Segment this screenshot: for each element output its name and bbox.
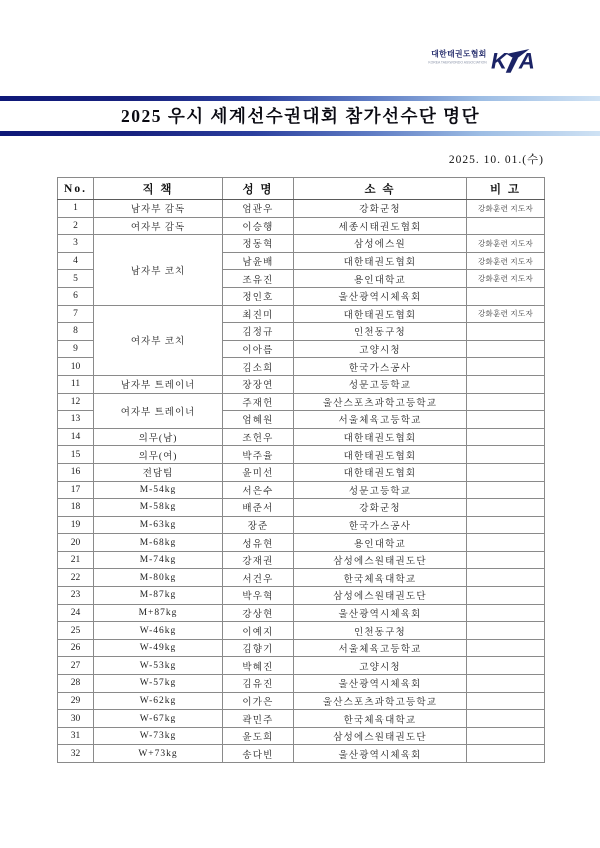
header-row — [58, 178, 545, 200]
table-row — [58, 710, 545, 728]
cell-note — [467, 710, 545, 728]
cell-name: 송다빈 — [223, 745, 294, 763]
cell-no: 22 — [58, 569, 94, 587]
cell-role: 여자부 트레이너 — [94, 393, 223, 428]
cell-org: 울산광역시체육회 — [294, 287, 467, 305]
roster-table-header — [58, 178, 545, 200]
table-row — [58, 305, 545, 323]
cell-org: 인천동구청 — [294, 622, 467, 640]
cell-role: M-87kg — [94, 587, 223, 605]
cell-name: 강상현 — [223, 604, 294, 622]
cell-name: 엄관우 — [223, 200, 294, 218]
cell-no: 26 — [58, 639, 94, 657]
cell-org: 울산광역시체육회 — [294, 675, 467, 693]
cell-org: 삼성에스원 — [294, 235, 467, 253]
cell-name: 윤도희 — [223, 727, 294, 745]
cell-role: W-49kg — [94, 639, 223, 657]
title-top-rule — [0, 96, 600, 101]
table-row — [58, 428, 545, 446]
cell-note — [467, 551, 545, 569]
table-row — [58, 692, 545, 710]
cell-org: 대한태권도협회 — [294, 252, 467, 270]
cell-org: 대한태권도협회 — [294, 305, 467, 323]
cell-name: 주재헌 — [223, 393, 294, 411]
cell-name: 장준 — [223, 516, 294, 534]
cell-org: 대한태권도협회 — [294, 428, 467, 446]
cell-name: 박주율 — [223, 446, 294, 464]
header-org: 소 속 — [294, 178, 467, 200]
cell-org: 용인대학교 — [294, 270, 467, 288]
cell-name: 윤미선 — [223, 463, 294, 481]
cell-no: 29 — [58, 692, 94, 710]
document-date: 2025. 10. 01.(수) — [448, 154, 544, 166]
cell-note — [467, 604, 545, 622]
table-row — [58, 675, 545, 693]
cell-role: W-46kg — [94, 622, 223, 640]
cell-org: 강화군청 — [294, 499, 467, 517]
table-row — [58, 569, 545, 587]
cell-note — [467, 587, 545, 605]
cell-name: 남윤배 — [223, 252, 294, 270]
cell-name: 장장연 — [223, 375, 294, 393]
cell-role: 남자부 코치 — [94, 235, 223, 305]
cell-org: 인천동구청 — [294, 323, 467, 341]
cell-name: 김향기 — [223, 639, 294, 657]
cell-no: 20 — [58, 534, 94, 552]
table-row — [58, 200, 545, 218]
cell-note — [467, 340, 545, 358]
cell-role: M-54kg — [94, 481, 223, 499]
cell-name: 박우혁 — [223, 587, 294, 605]
cell-org: 성문고등학교 — [294, 375, 467, 393]
cell-org: 대한태권도협회 — [294, 446, 467, 464]
kta-logo-text — [315, 50, 487, 71]
cell-org: 울산광역시체육회 — [294, 745, 467, 763]
cell-org: 고양시청 — [294, 340, 467, 358]
cell-note — [467, 745, 545, 763]
cell-org: 서울체육고등학교 — [294, 639, 467, 657]
cell-no: 14 — [58, 428, 94, 446]
table-row — [58, 622, 545, 640]
cell-role: W-73kg — [94, 727, 223, 745]
cell-name: 이승행 — [223, 217, 294, 235]
cell-no: 9 — [58, 340, 94, 358]
cell-role: M-74kg — [94, 551, 223, 569]
cell-note — [467, 534, 545, 552]
cell-note — [467, 622, 545, 640]
cell-org: 삼성에스원태권도단 — [294, 727, 467, 745]
cell-org: 강화군청 — [294, 200, 467, 218]
cell-note — [467, 481, 545, 499]
cell-note — [467, 358, 545, 376]
table-row — [58, 499, 545, 517]
cell-no: 1 — [58, 200, 94, 218]
cell-note: 강화훈련 지도자 — [467, 200, 545, 218]
cell-name: 서은수 — [223, 481, 294, 499]
cell-org: 서울체육고등학교 — [294, 411, 467, 429]
cell-no: 10 — [58, 358, 94, 376]
cell-no: 17 — [58, 481, 94, 499]
cell-org: 한국체육대학교 — [294, 710, 467, 728]
table-row — [58, 534, 545, 552]
cell-name: 곽민주 — [223, 710, 294, 728]
cell-name: 성유현 — [223, 534, 294, 552]
cell-role: W-67kg — [94, 710, 223, 728]
table-row — [58, 446, 545, 464]
cell-role: M-58kg — [94, 499, 223, 517]
cell-role: M-68kg — [94, 534, 223, 552]
cell-no: 11 — [58, 375, 94, 393]
cell-org: 고양시청 — [294, 657, 467, 675]
table-row — [58, 481, 545, 499]
cell-note — [467, 463, 545, 481]
svg-text:A: A — [518, 48, 535, 73]
cell-no: 21 — [58, 551, 94, 569]
cell-note — [467, 446, 545, 464]
cell-note — [467, 411, 545, 429]
table-row — [58, 745, 545, 763]
cell-name: 김소희 — [223, 358, 294, 376]
table-row — [58, 217, 545, 235]
cell-note — [467, 375, 545, 393]
cell-no: 19 — [58, 516, 94, 534]
svg-text:K: K — [491, 48, 507, 73]
roster-table-body — [58, 200, 545, 763]
cell-name: 정동혁 — [223, 235, 294, 253]
cell-role: W-62kg — [94, 692, 223, 710]
cell-role: M-63kg — [94, 516, 223, 534]
cell-org: 성문고등학교 — [294, 481, 467, 499]
table-row — [58, 604, 545, 622]
cell-org: 한국체육대학교 — [294, 569, 467, 587]
header-name: 성 명 — [223, 178, 294, 200]
cell-name: 이아름 — [223, 340, 294, 358]
cell-note — [467, 569, 545, 587]
kta-org-name-korean: 대한태권도협회 — [431, 50, 487, 59]
table-row — [58, 516, 545, 534]
header-note: 비 고 — [467, 178, 545, 200]
cell-name: 엄혜원 — [223, 411, 294, 429]
cell-no: 32 — [58, 745, 94, 763]
cell-role: 여자부 감독 — [94, 217, 223, 235]
cell-note — [467, 393, 545, 411]
cell-no: 28 — [58, 675, 94, 693]
table-row — [58, 235, 545, 253]
cell-name: 김정규 — [223, 323, 294, 341]
page-title: 2025 우시 세계선수권대회 참가선수단 명단 — [121, 106, 480, 126]
cell-no: 24 — [58, 604, 94, 622]
cell-note: 강화훈련 지도자 — [467, 252, 545, 270]
table-row — [58, 393, 545, 411]
cell-role: 의무(남) — [94, 428, 223, 446]
cell-no: 31 — [58, 727, 94, 745]
cell-no: 3 — [58, 235, 94, 253]
cell-name: 배준서 — [223, 499, 294, 517]
title-bottom-rule — [0, 131, 600, 136]
cell-note — [467, 287, 545, 305]
cell-org: 울산스포츠과학고등학교 — [294, 692, 467, 710]
header-no: No. — [58, 178, 94, 200]
cell-role: 남자부 감독 — [94, 200, 223, 218]
cell-no: 16 — [58, 463, 94, 481]
cell-role: M+87kg — [94, 604, 223, 622]
cell-note — [467, 516, 545, 534]
cell-no: 27 — [58, 657, 94, 675]
cell-name: 김유진 — [223, 675, 294, 693]
roster-table — [57, 177, 545, 763]
table-row — [58, 587, 545, 605]
cell-note — [467, 323, 545, 341]
table-row — [58, 727, 545, 745]
table-row — [58, 639, 545, 657]
cell-org: 세종시태권도협회 — [294, 217, 467, 235]
cell-org: 한국가스공사 — [294, 516, 467, 534]
cell-org: 용인대학교 — [294, 534, 467, 552]
cell-name: 최진미 — [223, 305, 294, 323]
cell-name: 서건우 — [223, 569, 294, 587]
table-row — [58, 551, 545, 569]
cell-no: 15 — [58, 446, 94, 464]
cell-note — [467, 499, 545, 517]
cell-note — [467, 657, 545, 675]
cell-role: 의무(여) — [94, 446, 223, 464]
cell-no: 18 — [58, 499, 94, 517]
cell-name: 이가은 — [223, 692, 294, 710]
cell-name: 강재권 — [223, 551, 294, 569]
cell-no: 30 — [58, 710, 94, 728]
kta-mark-icon — [491, 48, 545, 73]
cell-note: 강화훈련 지도자 — [467, 235, 545, 253]
cell-role: W+73kg — [94, 745, 223, 763]
cell-note — [467, 428, 545, 446]
cell-role: W-53kg — [94, 657, 223, 675]
cell-role: M-80kg — [94, 569, 223, 587]
cell-org: 대한태권도협회 — [294, 463, 467, 481]
cell-name: 조유진 — [223, 270, 294, 288]
cell-org: 한국가스공사 — [294, 358, 467, 376]
table-row — [58, 375, 545, 393]
cell-role: 남자부 트레이너 — [94, 375, 223, 393]
cell-no: 12 — [58, 393, 94, 411]
cell-name: 이예지 — [223, 622, 294, 640]
cell-no: 6 — [58, 287, 94, 305]
cell-org: 울산광역시체육회 — [294, 604, 467, 622]
cell-name: 정인호 — [223, 287, 294, 305]
table-row — [58, 463, 545, 481]
cell-role: 여자부 코치 — [94, 305, 223, 375]
cell-no: 2 — [58, 217, 94, 235]
cell-name: 조헌우 — [223, 428, 294, 446]
cell-note — [467, 727, 545, 745]
cell-name: 박혜진 — [223, 657, 294, 675]
table-row — [58, 657, 545, 675]
cell-note — [467, 639, 545, 657]
cell-org: 삼성에스원태권도단 — [294, 587, 467, 605]
cell-note — [467, 692, 545, 710]
cell-no: 4 — [58, 252, 94, 270]
cell-no: 8 — [58, 323, 94, 341]
cell-no: 5 — [58, 270, 94, 288]
header-role: 직 책 — [94, 178, 223, 200]
cell-role: 전담팀 — [94, 463, 223, 481]
kta-org-name-english: KOREA TAEKWONDO ASSOCIATION — [428, 60, 487, 64]
cell-no: 23 — [58, 587, 94, 605]
cell-no: 13 — [58, 411, 94, 429]
kta-logo — [315, 48, 545, 73]
cell-org: 삼성에스원태권도단 — [294, 551, 467, 569]
cell-no: 25 — [58, 622, 94, 640]
cell-note — [467, 675, 545, 693]
cell-note: 강화훈련 지도자 — [467, 305, 545, 323]
cell-role: W-57kg — [94, 675, 223, 693]
cell-no: 7 — [58, 305, 94, 323]
cell-note: 강화훈련 지도자 — [467, 270, 545, 288]
cell-note — [467, 217, 545, 235]
cell-org: 울산스포츠과학고등학교 — [294, 393, 467, 411]
